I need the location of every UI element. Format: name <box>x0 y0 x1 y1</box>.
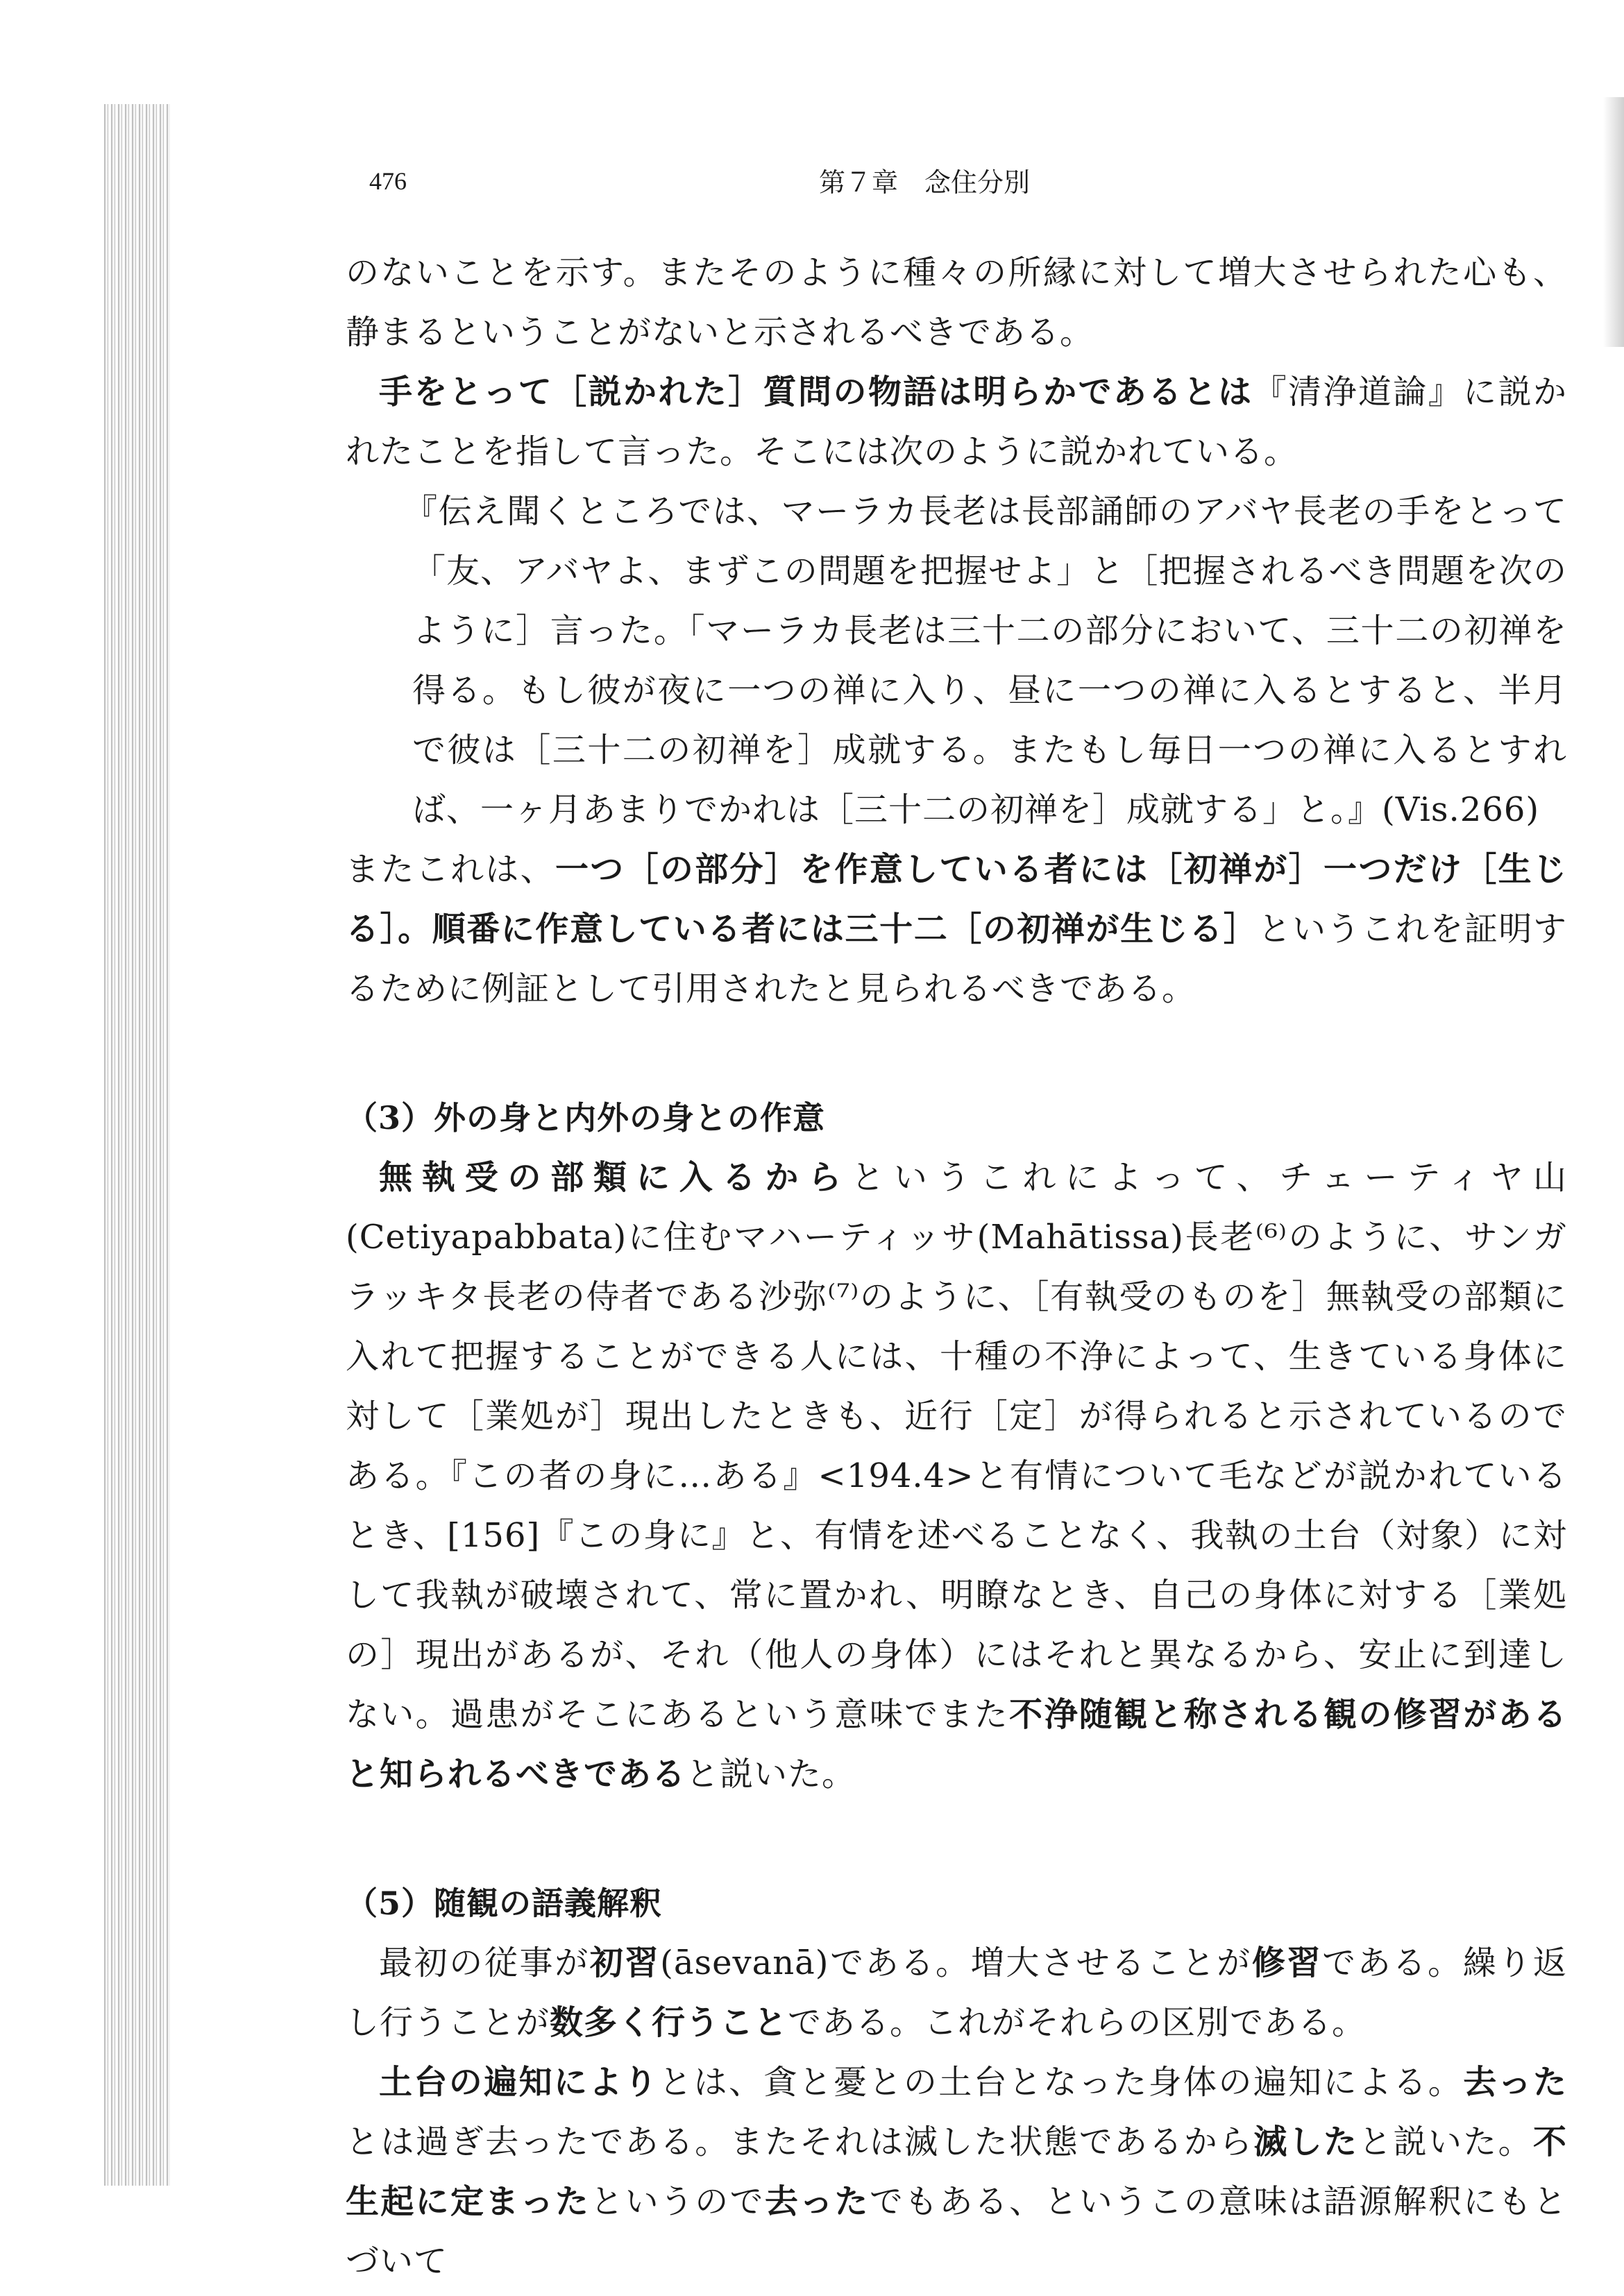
paragraph <box>346 362 1567 482</box>
text-run: のないことを示す。またそのように種々の所縁に対して増大させられた心も、静まるということがないと示されるべきである。 <box>346 253 1567 352</box>
text-run: というこれによって、チェーティヤ山(Cetiyapabbata)に住むマハーティッサ(Mahātissa)長老⁽⁶⁾のように、サンガラッキタ長老の侍者である沙弥⁽⁷⁾のように、［有執受のものを］無執受の部類に入れて把握することができる人には、十種の不浄によって、生きている身体に対して［業処が］現出したときも、近行［定］が得られると示されているのである。『この者の身に…ある』<194.4>と有情について毛などが説かれているとき、[156]『この身に』と、有情を述べることなく、我執の土台（対象）に対して我執が破壊されて、常に置かれ、明瞭なとき、自己の身体に対する［業処の］現出があるが、それ（他人の身体）にはそれと異なるから、安止に到達しない。過患がそこにあるという意味でまた <box>346 1158 1567 1734</box>
paragraph <box>346 1148 1567 1804</box>
section-spacer <box>346 1804 1567 1873</box>
bold-term: 去った <box>764 2182 870 2221</box>
bold-term: 修習 <box>1251 1944 1323 1982</box>
bold-term: 初習 <box>589 1944 661 1982</box>
page-edge-shadow <box>1603 97 1624 347</box>
chapter-title: 第７章 念住分別 <box>819 167 1031 198</box>
binding-gutter-shadow <box>104 104 170 2186</box>
text-run: とは過ぎ去ったである。またそれは滅した状態であるから <box>346 2123 1254 2161</box>
paragraph <box>346 243 1567 362</box>
text-run: 最初の従事が <box>379 1944 590 1982</box>
bold-term: 不浄随観と称される観の修習があると知られるべきである <box>346 1695 1567 1794</box>
section-heading: （3）外の身と内外の身との作意 <box>346 1099 826 1137</box>
page-body <box>346 243 1567 2291</box>
quotation <box>346 482 1567 840</box>
text-run: 『清浄道論』に説かれたことを指して言った。そこには次のように説かれている。 <box>346 373 1567 471</box>
bold-term: 去った <box>1463 2063 1567 2102</box>
bold-term: 滅した <box>1253 2123 1359 2161</box>
text-run: (āsevanā)である。増大させることが <box>660 1944 1252 1982</box>
section-spacer <box>346 1019 1567 1088</box>
bold-term: 土台の遍知により <box>379 2063 659 2102</box>
text-run: というので <box>590 2182 765 2221</box>
section-heading: （5）随観の語義解釈 <box>346 1885 663 1922</box>
bold-term: 手をとって［説かれた］質問の物語は明らかであるとは <box>379 373 1253 411</box>
paragraph <box>346 1933 1567 2052</box>
text-run: というこれを証明するために例証として引用されたと見られるべきである。 <box>346 910 1567 1008</box>
bold-term: 一つ［の部分］を作意している者には［初禅が］一つだけ［生じる］。順番に作意している者には三十二［の初禅が生じる］ <box>346 850 1567 949</box>
text-run: でもある、というこの意味は語源解釈にもとづいて <box>346 2182 1567 2281</box>
paragraph <box>346 840 1567 1019</box>
page-number: 476 <box>369 167 407 195</box>
block-quote <box>404 482 1567 840</box>
text-run: である。繰り返し行うことが <box>346 1944 1567 2042</box>
paragraph <box>346 2052 1567 2291</box>
text-run: またこれは、 <box>346 850 555 889</box>
page-header <box>0 167 1624 208</box>
text-run: とは、貪と憂との土台となった身体の遍知による。 <box>659 2063 1464 2102</box>
text-run: と説いた。 <box>686 1755 856 1794</box>
text-run: である。これがそれらの区別である。 <box>788 2003 1367 2042</box>
bold-term: 不生起に定まった <box>346 2123 1567 2221</box>
text-run: と説いた。 <box>1358 2123 1533 2161</box>
bold-term: 無執受の部類に入るから <box>379 1158 852 1197</box>
text-run: 『伝え聞くところでは、マーラカ長老は長部誦師のアバヤ長老の手をとって「友、アバヤよ、まずこの問題を把握せよ」と［把握されるべき問題を次のように］言った。「マーラカ長老は三十二の部分において、三十二の初禅を得る。もし彼が夜に一つの禅に入り、昼に一つの禅に入るとすると、半月で彼は［三十二の初禅を］成就する。またもし毎日一つの禅に入るとすれば、一ヶ月あまりでかれは［三十二の初禅を］成就する」と。』(Vis.266) <box>404 492 1567 829</box>
bold-term: 数多く行うこと <box>550 2003 788 2042</box>
